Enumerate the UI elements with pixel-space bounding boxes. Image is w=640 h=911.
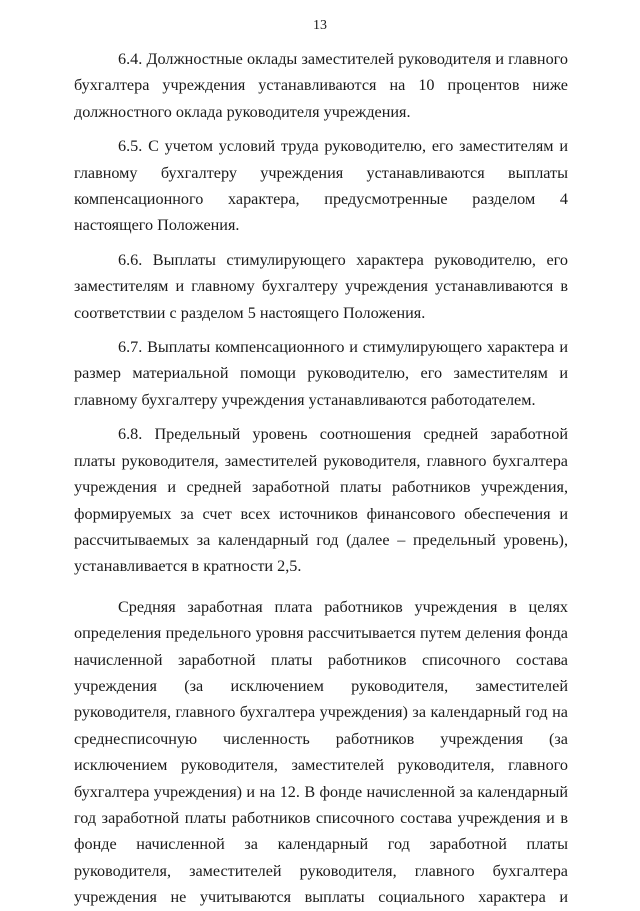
- paragraph-6-8: 6.8. Предельный уровень соотношения средней заработной платы руководителя, заместителей руководителя, главного бухгалтера учреждения и средней заработной платы работников учреждения, формируемых за счет всех источников финансового обеспечения и рассчитываемых за календарный год (далее – предельный уровень), устанавливается в кратности 2,5.: [74, 425, 568, 576]
- paragraph-6-7: 6.7. Выплаты компенсационного и стимулирующего характера и размер материальной помощи руководителю, его заместителям и главному бухгалтеру учреждения устанавливаются работодателем.: [74, 338, 568, 409]
- paragraph-6-5: 6.5. С учетом условий труда руководителю, его заместителям и главному бухгалтеру учреждения устанавливаются выплаты компенсационного характера, предусмотренные разделом 4 настоящего Положения.: [74, 137, 568, 235]
- paragraph-6-6: 6.6. Выплаты стимулирующего характера руководителю, его заместителям и главному бухгалтеру учреждения устанавливаются в соответствии с разделом 5 настоящего Положения.: [74, 250, 568, 322]
- paragraph-average-salary: Средняя заработная плата работников учреждения в целях определения предельного уровня рассчитывается путем деления фонда начисленной заработной платы работников списочного состава учреждения (за исключением руководителя, заместителей руководителя, главного бухгалтера учреждения) за календарный год на среднесписочную численность работников учреждения (за исключением руководителя, заместителей руководителя, главного бухгалтера учреждения) и на 12. В фонде начисленной за календарный год заработной платы работников списочного состава учреждения и в фонде начисленной за календарный год заработной платы руководителя, заместителей руководителя, главного бухгалтера учреждения не учитываются выплаты социального характера и: [74, 597, 568, 907]
- paragraph-6-4: 6.4. Должностные оклады заместителей руководителя и главного бухгалтера учреждения устанавливаются на 10 процентов ниже должностного оклада руководителя учреждения.: [74, 50, 568, 121]
- document-body: [74, 46, 568, 911]
- page-number: 13: [313, 18, 327, 33]
